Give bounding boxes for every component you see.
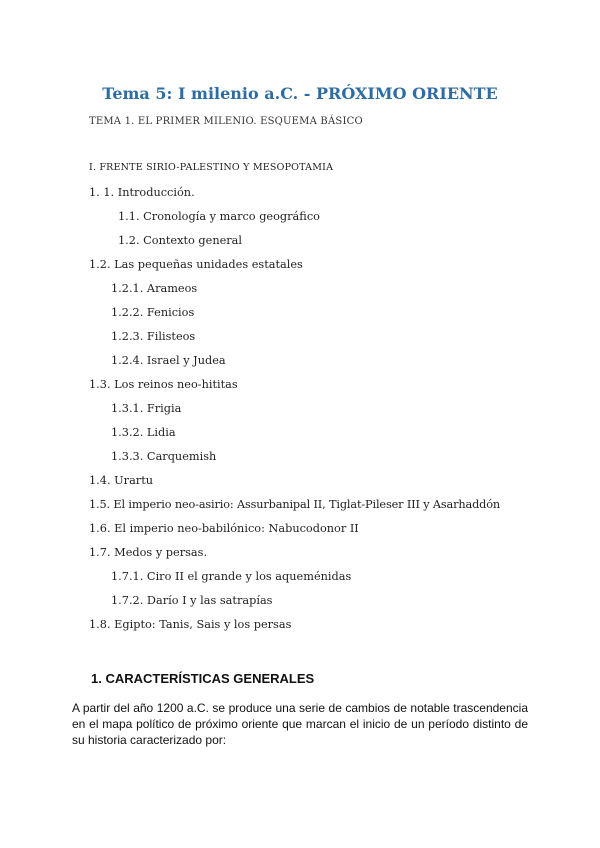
outline-item: 1.2. Contexto general <box>118 234 243 247</box>
intro-paragraph: A partir del año 1200 a.C. se produce una serie de cambios de notable trascendencia en el mapa político de próximo oriente que marcan el inicio de un período distinto de su historia caracterizado por: <box>72 701 528 747</box>
document-title: Tema 5: I milenio a.C. - PRÓXIMO ORIENTE <box>102 84 498 103</box>
outline-item: 1.5. El imperio neo-asirio: Assurbanipal II, Tiglat-Pileser III y Asarhaddón <box>89 498 501 511</box>
outline-item: 1.3. Los reinos neo-hititas <box>89 378 238 391</box>
outline-item: 1.3.1. Frigia <box>111 402 182 415</box>
outline-item: 1.2.2. Fenicios <box>111 306 195 319</box>
outline-item: 1.7. Medos y persas. <box>89 546 208 559</box>
outline-item: 1.2.1. Arameos <box>111 282 198 295</box>
outline-item: 1.7.1. Ciro II el grande y los aqueménidas <box>111 570 352 583</box>
outline-item: 1.2.4. Israel y Judea <box>111 354 226 367</box>
section-heading: 1. CARACTERÍSTICAS GENERALES <box>91 671 315 686</box>
outline-item: 1.8. Egipto: Tanis, Sais y los persas <box>89 618 292 631</box>
outline-item: 1.3.2. Lidia <box>111 426 176 439</box>
document-subtitle: TEMA 1. EL PRIMER MILENIO. ESQUEMA BÁSICO <box>89 116 363 127</box>
outline-item: 1.7.2. Darío I y las satrapías <box>111 594 273 607</box>
outline-item: 1.2.3. Filisteos <box>111 330 196 343</box>
outline-item: 1.6. El imperio neo-babilónico: Nabucodonor II <box>89 522 359 535</box>
outline-item: I. FRENTE SIRIO-PALESTINO Y MESOPOTAMIA <box>89 162 334 173</box>
outline-item: 1.4. Urartu <box>89 474 154 487</box>
outline-item: 1.2. Las pequeñas unidades estatales <box>89 258 303 271</box>
outline-item: 1. 1. Introducción. <box>89 186 195 199</box>
outline-item: 1.1. Cronología y marco geográfico <box>118 210 320 223</box>
outline-item: 1.3.3. Carquemish <box>111 450 217 463</box>
